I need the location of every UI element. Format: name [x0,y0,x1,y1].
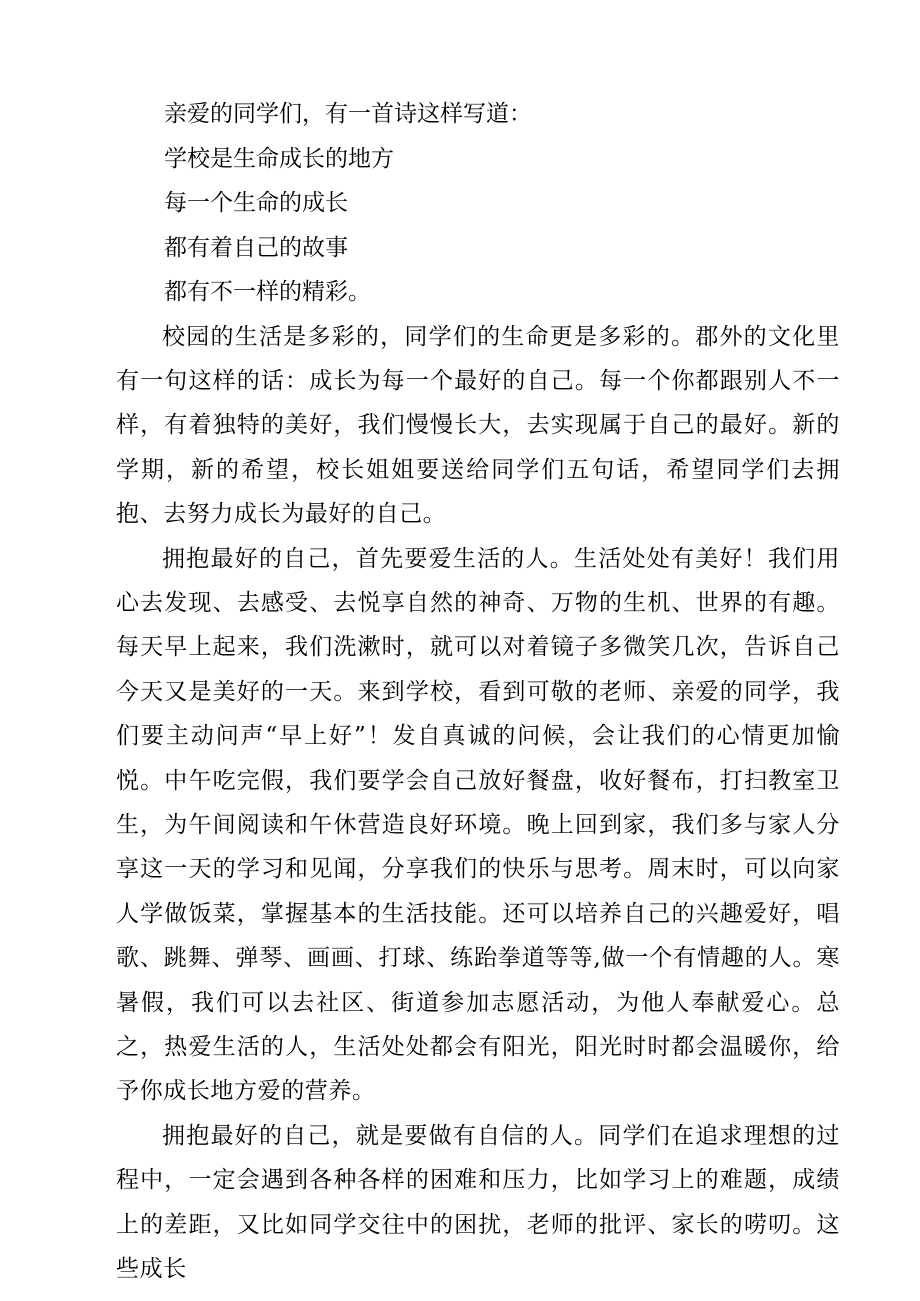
paragraph: 拥抱最好的自己，就是要做有自信的人。同学们在追求理想的过程中，一定会遇到各种各样的困难和压力，比如学习上的难题，成绩上的差距，又比如同学交往中的困扰，老师的批评、家长的唠叨。这些成长 [116,1122,840,1283]
paragraph: 拥抱最好的自己，首先要爱生活的人。生活处处有美好！我们用心去发现、去感受、去悦享自然的神奇、万物的生机、世界的有趣。每天早上起来，我们洗漱时，就可以对着镜子多微笑几次，告诉自己今天又是美好的一天。来到学校，看到可敬的老师、亲爱的同学，我们要主动问声“早上好”！发自真诚的问候，会让我们的心情更加愉悦。中午吃完假，我们要学会自己放好餐盘，收好餐布，打扫教室卫生，为午间阅读和午休营造良好环境。晚上回到家，我们多与家人分享这一天的学习和见闻，分享我们的快乐与思考。周末时，可以向家人学做饭菜，掌握基本的生活技能。还可以培养自己的兴趣爱好，唱歌、跳舞、弹琴、画画、打球、练跆拳道等等,做一个有情趣的人。寒暑假，我们可以去社区、街道参加志愿活动，为他人奉献爱心。总之，热爱生活的人，生活处处都会有阳光，阳光时时都会温暖你，给予你成长地方爱的营养。 [116,545,840,1105]
poem-line: 每一个生命的成长 [164,190,348,216]
poem-line: 学校是生命成长的地方 [164,145,394,172]
poem-line: 都有着自己的故事 [164,234,348,261]
paragraph: 校园的生活是多彩的，同学们的生命更是多彩的。郡外的文化里有一句这样的话：成长为每一个最好的自己。每一个你都跟别人不一样，有着独特的美好，我们慢慢长大，去实现属于自己的最好。新的学期，新的希望，校长姐姐要送给同学们五句话，希望同学们去拥抱、去努力成长为最好的自己。 [116,323,840,528]
poem-line: 亲爱的同学们，有一首诗这样写道： [164,101,532,127]
document-body [116,92,840,1291]
poem-line: 都有不一样的精彩。 [164,279,371,305]
